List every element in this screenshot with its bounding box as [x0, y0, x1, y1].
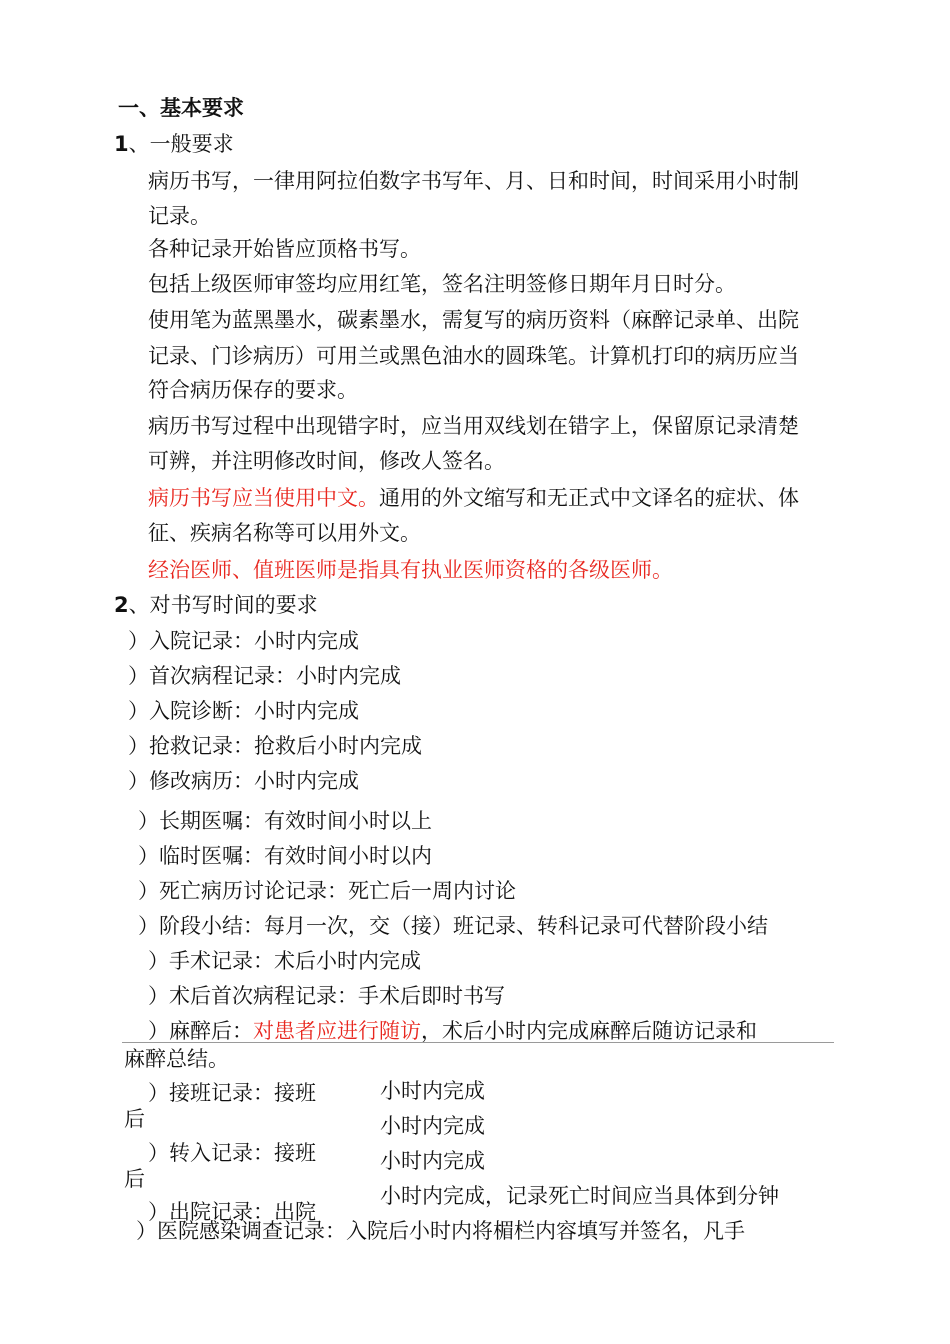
anesthesia-prefix: ）麻醉后： — [148, 1019, 253, 1043]
table-left-cell: ）转入记录：接班 — [148, 1141, 316, 1165]
list-item: ）医院感染调查记录：入院后小时内将楣栏内容填写并签名，凡手 — [136, 1219, 745, 1243]
language-rule-line — [148, 485, 799, 511]
list-item: ）入院诊断：小时内完成 — [128, 699, 359, 723]
table-right-cell: 小时内完成 — [380, 1149, 485, 1173]
paragraph-line: 记录、门诊病历）可用兰或黑色油水的圆珠笔。计算机打印的病历应当 — [148, 344, 799, 368]
list-item: ）入院记录：小时内完成 — [128, 629, 359, 653]
table-left-cell: ）出院记录：出院 — [148, 1200, 316, 1224]
paragraph-line: 各种记录开始皆应顶格书写。 — [148, 237, 421, 261]
paragraph-line: 可辨，并注明修改时间，修改人签名。 — [148, 449, 505, 473]
paragraph-line: 征、疾病名称等可以用外文。 — [148, 521, 421, 545]
subsection-number: 2 — [114, 593, 129, 617]
paragraph-line: 包括上级医师审签均应用红笔，签名注明签修日期年月日时分。 — [148, 272, 736, 296]
paragraph-line: 病历书写，一律用阿拉伯数字书写年、月、日和时间，时间采用小时制 — [148, 169, 799, 193]
language-rule-red: 病历书写应当使用中文。 — [148, 486, 379, 510]
subsection-heading-general — [114, 131, 234, 157]
anesthesia-continuation: 麻醉总结。 — [124, 1047, 229, 1071]
table-left-cell: 后 — [124, 1167, 145, 1191]
subsection-heading-timing — [114, 592, 318, 618]
section-heading: 一、基本要求 — [118, 96, 244, 120]
list-item: ）首次病程记录：小时内完成 — [128, 664, 401, 688]
anesthesia-item — [148, 1018, 757, 1044]
list-item: ）阶段小结：每月一次，交（接）班记录、转科记录可代替阶段小结 — [138, 914, 768, 938]
doctor-definition-red: 经治医师、值班医师是指具有执业医师资格的各级医师。 — [148, 558, 673, 582]
table-right-cell: 小时内完成 — [380, 1114, 485, 1138]
anesthesia-red: 对患者应进行随访 — [253, 1019, 421, 1043]
list-item: ）修改病历：小时内完成 — [128, 769, 359, 793]
table-left-cell: 后 — [124, 1107, 145, 1131]
paragraph-line: 使用笔为蓝黑墨水，碳素墨水，需复写的病历资料（麻醉记录单、出院 — [148, 308, 799, 332]
list-item: ）手术记录：术后小时内完成 — [148, 949, 421, 973]
subsection-title: 、一般要求 — [128, 132, 234, 156]
paragraph-line: 记录。 — [148, 204, 211, 228]
list-item: ）死亡病历讨论记录：死亡后一周内讨论 — [138, 879, 516, 903]
subsection-title: 、对书写时间的要求 — [128, 593, 318, 617]
table-right-cell: 小时内完成，记录死亡时间应当具体到分钟 — [380, 1184, 779, 1208]
anesthesia-suffix: ，术后小时内完成麻醉后随访记录和 — [421, 1019, 757, 1043]
list-item: ）术后首次病程记录：手术后即时书写 — [148, 984, 505, 1008]
table-divider — [122, 1042, 834, 1043]
language-rule-rest: 通用的外文缩写和无正式中文译名的症状、体 — [379, 486, 799, 510]
list-item: ）临时医嘱：有效时间小时以内 — [138, 844, 432, 868]
paragraph-line: 符合病历保存的要求。 — [148, 378, 358, 402]
list-item: ）抢救记录：抢救后小时内完成 — [128, 734, 422, 758]
table-right-cell: 小时内完成 — [380, 1079, 485, 1103]
list-item: ）长期医嘱：有效时间小时以上 — [138, 809, 432, 833]
paragraph-line: 病历书写过程中出现错字时，应当用双线划在错字上，保留原记录清楚 — [148, 414, 799, 438]
subsection-number: 1 — [114, 132, 129, 156]
table-left-cell: ）接班记录：接班 — [148, 1081, 316, 1105]
table-left-cell-clipped — [140, 1186, 370, 1224]
